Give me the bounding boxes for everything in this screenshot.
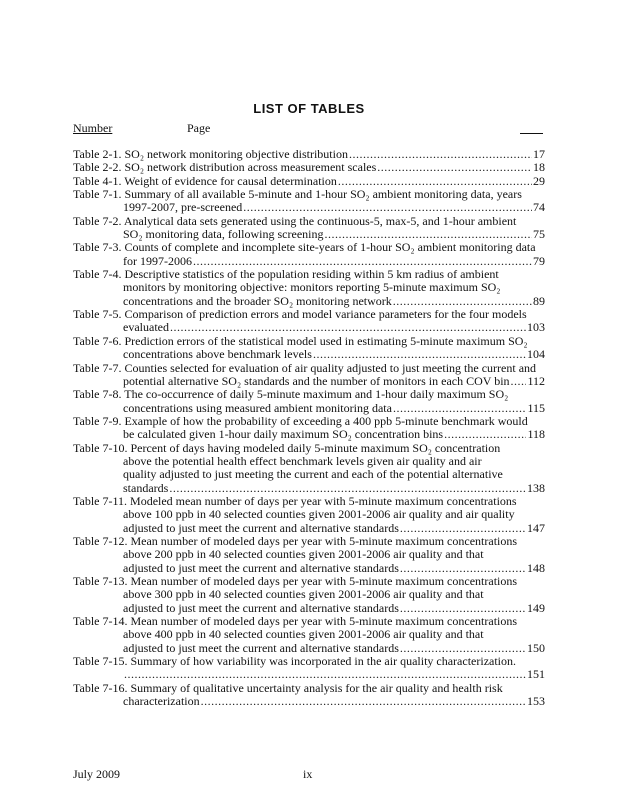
number-column-header: Number <box>73 121 113 135</box>
toc-page-number: 29 <box>533 173 545 188</box>
toc-entry-text: standards <box>123 480 169 495</box>
toc-entry[interactable] <box>73 415 545 442</box>
toc-page-number: 118 <box>527 427 545 442</box>
toc-page-number: 151 <box>527 667 545 682</box>
toc-entry[interactable] <box>73 442 545 495</box>
toc-entry-text: potential alternative SO₂ standards and the number of monitors in each COV bin <box>123 373 510 388</box>
toc-entry[interactable] <box>73 495 545 535</box>
dot-leader <box>400 522 526 535</box>
footer-page-number: ix <box>303 767 313 781</box>
toc-entry-text: Table 7-2. Analytical data sets generated using the continuous-5, max-5, and 1-hour ambient <box>73 213 517 228</box>
toc-entry-text: Table 7-3. Counts of complete and incomplete site-years of 1-hour SO₂ ambient monitoring data <box>73 240 536 255</box>
toc-entry-text: concentrations and the broader SO₂ monitoring network <box>123 293 392 308</box>
toc-entry[interactable] <box>73 175 545 188</box>
toc-entry-text: adjusted to just meet the current and alternative standards <box>123 600 399 615</box>
toc-entry[interactable] <box>73 335 545 362</box>
toc-entry-text: Table 7-11. Modeled mean number of days per year with 5-minute maximum concentrations <box>73 493 517 508</box>
toc-entry[interactable] <box>73 161 545 174</box>
toc-entry[interactable] <box>73 535 545 575</box>
dot-leader <box>243 201 532 214</box>
dot-leader <box>169 482 526 495</box>
toc-entry-text: concentrations above benchmark levels <box>123 347 312 362</box>
toc-page-number: 103 <box>527 320 545 335</box>
dot-leader <box>444 428 526 441</box>
toc-entry[interactable] <box>73 188 545 215</box>
dot-leader <box>400 602 526 615</box>
toc-entry-text: concentrations using measured ambient monitoring data <box>123 400 392 415</box>
toc-entry-text: quality adjusted to just meeting the current and each of the potential alternative <box>123 467 503 482</box>
toc-page-number: 18 <box>533 160 545 175</box>
table-list <box>73 148 545 708</box>
toc-page-number: 89 <box>533 293 545 308</box>
toc-page-number: 150 <box>527 640 545 655</box>
toc-entry-text: be calculated given 1-hour daily maximum SO₂ concentration bins <box>123 427 444 442</box>
toc-entry[interactable] <box>73 388 545 415</box>
toc-entry-text: Table 7-8. The co-occurrence of daily 5-minute maximum and 1-hour daily maximum SO₂ <box>73 387 509 402</box>
toc-entry-text: Table 7-7. Counties selected for evaluation of air quality adjusted to just meeting the current and <box>73 360 537 375</box>
toc-page-number: 115 <box>527 400 545 415</box>
toc-entry-text: evaluated <box>123 320 169 335</box>
dot-leader <box>124 668 526 681</box>
page-title: LIST OF TABLES <box>253 101 365 116</box>
toc-page-number: 17 <box>533 147 545 161</box>
toc-entry-text: Table 7-16. Summary of qualitative uncertainty analysis for the air quality and health risk <box>73 680 503 695</box>
dot-leader <box>193 255 532 268</box>
toc-entry-text: Table 7-6. Prediction errors of the statistical model used in estimating 5-minute maximum SO₂ <box>73 333 528 348</box>
toc-entry-text: Table 7-5. Comparison of prediction errors and model variance parameters for the four models <box>73 307 527 322</box>
toc-entry[interactable] <box>73 268 545 308</box>
dot-leader <box>511 375 527 388</box>
toc-entry[interactable] <box>73 682 545 709</box>
toc-entry-text: Table 7-10. Percent of days having modeled daily 5-minute maximum SO₂ concentration <box>73 440 501 455</box>
toc-page-number: 75 <box>533 227 545 242</box>
toc-entry-text: Table 7-14. Mean number of modeled days per year with 5-minute maximum concentrations <box>73 614 518 629</box>
dot-leader <box>393 295 532 308</box>
dot-leader <box>170 321 526 334</box>
dot-leader <box>349 148 532 161</box>
toc-entry-text: Table 7-15. Summary of how variability was incorporated in the air quality characterization. <box>73 654 517 669</box>
dot-leader <box>324 228 532 241</box>
toc-page-number: 149 <box>527 600 545 615</box>
toc-page-number: 147 <box>527 520 545 535</box>
toc-page-number: 79 <box>533 253 545 268</box>
toc-page-number: 148 <box>527 560 545 575</box>
toc-entry-text: above 100 ppb in 40 selected counties given 2001-2006 air quality and air quality <box>123 507 515 522</box>
toc-page-number: 74 <box>533 200 545 215</box>
toc-entry[interactable] <box>73 362 545 389</box>
dot-leader <box>400 562 526 575</box>
toc-entry-text: Table 2-2. SO₂ network distribution across measurement scales <box>73 160 377 175</box>
toc-entry[interactable] <box>73 655 545 682</box>
toc-entry[interactable] <box>73 215 545 242</box>
toc-entry-text: Table 4-1. Weight of evidence for causal determination <box>73 173 337 188</box>
toc-page-number: 153 <box>527 694 545 709</box>
toc-entry-text: adjusted to just meet the current and alternative standards <box>123 560 399 575</box>
toc-entry[interactable] <box>73 148 545 161</box>
toc-entry-text: for 1997-2006 <box>123 253 192 268</box>
toc-entry[interactable] <box>73 308 545 335</box>
dot-leader <box>393 402 527 415</box>
dot-leader <box>313 348 526 361</box>
toc-entry-text: above 400 ppb in 40 selected counties given 2001-2006 air quality and that <box>123 627 484 642</box>
dot-leader <box>338 175 532 188</box>
toc-page-number: 138 <box>527 480 545 495</box>
dot-leader <box>377 161 532 174</box>
toc-entry-text: adjusted to just meet the current and alternative standards <box>123 640 399 655</box>
toc-entry[interactable] <box>73 575 545 615</box>
toc-entry-text: monitors by monitoring objective: monitors reporting 5-minute maximum SO₂ <box>123 280 501 295</box>
toc-entry[interactable] <box>73 615 545 655</box>
toc-page-number: 112 <box>527 373 545 388</box>
toc-entry-text: 1997-2007, pre-screened <box>123 200 243 215</box>
page-header-rule <box>520 133 543 134</box>
toc-entry-text: characterization <box>123 694 200 709</box>
toc-entry-text: above 300 ppb in 40 selected counties given 2001-2006 air quality and that <box>123 587 484 602</box>
dot-leader <box>201 695 526 708</box>
toc-entry-text: above the potential health effect benchmark levels given air quality and air <box>123 453 482 468</box>
page-column-header: Page <box>187 121 211 135</box>
toc-entry-text: Table 7-4. Descriptive statistics of the population residing within 5 km radius of ambient <box>73 267 499 282</box>
dot-leader <box>400 642 526 655</box>
toc-entry-text: above 200 ppb in 40 selected counties given 2001-2006 air quality and that <box>123 547 484 562</box>
toc-entry-text: adjusted to just meet the current and alternative standards <box>123 520 399 535</box>
toc-entry-text: Table 7-12. Mean number of modeled days per year with 5-minute maximum concentrations <box>73 533 518 548</box>
toc-entry-text: Table 7-13. Mean number of modeled days per year with 5-minute maximum concentrations <box>73 574 518 588</box>
toc-entry-text: Table 7-1. Summary of all available 5-minute and 1-hour SO₂ ambient monitoring data, years <box>73 187 522 202</box>
toc-page-number: 104 <box>527 347 545 362</box>
footer-date: July 2009 <box>73 767 121 781</box>
toc-entry-text: SO₂ monitoring data, following screening <box>123 227 324 242</box>
toc-entry-text: Table 2-1. SO₂ network monitoring objective distribution <box>73 147 348 161</box>
toc-entry-text: Table 7-9. Example of how the probability of exceeding a 400 ppb 5-minute benchmark would <box>73 413 528 428</box>
toc-entry[interactable] <box>73 241 545 268</box>
